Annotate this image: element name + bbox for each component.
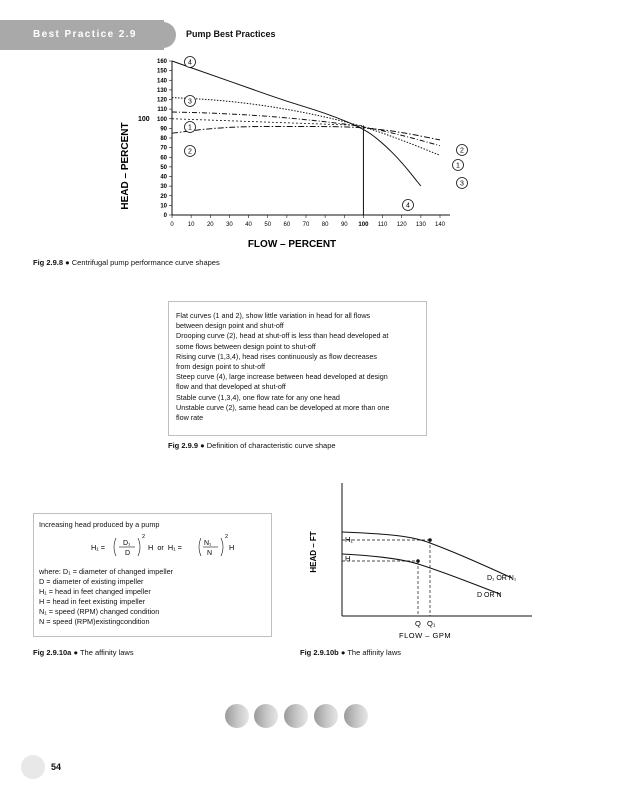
caption-number: Fig 2.9.9: [168, 441, 199, 450]
definition-line: Flat curves (1 and 2), show little variation in head for all flows: [176, 311, 371, 320]
exponent-2: 2: [225, 534, 229, 540]
y-tick-label: 110: [157, 107, 167, 114]
x-tick-label: 60: [283, 222, 291, 228]
series-badge-label: 3: [460, 180, 464, 188]
frac1-numerator: D₁: [123, 540, 131, 547]
decorative-dot: [284, 704, 308, 728]
y-axis-label: HEAD – FT: [309, 531, 318, 573]
figure-caption: [33, 648, 134, 657]
definition-line: Drooping curve (2), head at shut-off is less than head developed at: [176, 331, 389, 341]
y-tick-label: 10: [160, 203, 167, 210]
figure-caption: [33, 258, 220, 267]
variable-definition: N₁ = speed (RPM) changed condition: [39, 607, 160, 616]
series-badge-label: 4: [406, 202, 410, 210]
x-tick-label: 110: [377, 222, 388, 228]
series-badge-label: 1: [188, 124, 192, 132]
x-tick-label: 30: [226, 222, 233, 228]
running-title: Pump Best Practices: [186, 29, 276, 39]
series-line-4: [172, 61, 421, 186]
x-tick-label: 70: [302, 222, 310, 228]
caption-bullet: ●: [200, 441, 205, 450]
x-tick-label: 130: [415, 222, 426, 228]
formula-rhs: H: [229, 543, 235, 552]
formula-lhs: H₁ =: [91, 543, 106, 552]
variable-definition: H = head in feet existing impeller: [39, 597, 146, 606]
x-tick-label: 40: [245, 222, 252, 228]
definition-list: [176, 311, 422, 423]
figure-caption: [300, 648, 401, 657]
caption-text: The affinity laws: [79, 648, 134, 657]
y-tick-label: 120: [156, 97, 167, 104]
header-decorative-circle: [150, 22, 176, 48]
definition-box: [168, 301, 427, 436]
x-tick-label: 120: [396, 222, 407, 228]
curve-d1-n1: [342, 532, 512, 578]
definition-line: flow rate: [176, 413, 204, 423]
y-tick-label: 0: [163, 213, 167, 219]
reference-100-line: [172, 119, 363, 126]
y-tick-label: 50: [160, 164, 167, 171]
caption-bullet: ●: [65, 258, 70, 267]
variable-definition: D = diameter of existing impeller: [39, 577, 144, 586]
definition-line: Stable curve (1,3,4), one flow rate for any one head: [176, 392, 340, 402]
caption-number: Fig 2.9.10b: [300, 648, 339, 657]
h-label: H: [345, 554, 351, 563]
y-tick-label: 40: [160, 174, 167, 181]
series-badge-label: 3: [188, 98, 192, 106]
definition-line: flow and that developed at shut-off: [176, 382, 286, 392]
page-number: 54: [51, 762, 62, 772]
series-line-2: [172, 126, 440, 139]
x-tick-label: 140: [434, 222, 446, 228]
definition-line: between design point and shut-off: [176, 321, 284, 331]
y-tick-label: 150: [156, 68, 167, 75]
caption-bullet: ●: [73, 648, 78, 657]
x-tick-label: 20: [206, 222, 214, 228]
series-badge-label: 1: [456, 162, 460, 170]
curve-lower-label: D OR N: [477, 592, 502, 599]
affinity-curve-chart: [300, 480, 540, 645]
variable-definition: N = speed (RPM)existingcondition: [39, 617, 150, 626]
y-tick-label: 30: [160, 184, 167, 191]
x-tick-label: 80: [321, 222, 329, 228]
y-axis-label: HEAD – PERCENT: [120, 122, 131, 210]
caption-bullet: ●: [340, 648, 346, 657]
y-tick-label: 130: [156, 87, 167, 94]
y-tick-label: 140: [156, 78, 167, 85]
affinity-formula: [34, 532, 271, 564]
affinity-laws-box: [33, 513, 272, 637]
definition-line: Rising curve (1,3,4), head rises continuously as flow decreases: [176, 351, 377, 361]
point-h1: [428, 538, 432, 542]
q1-label: Q₁: [427, 619, 436, 628]
variable-definition: H₁ = head in feet changed impeller: [39, 587, 151, 596]
decorative-dot: [344, 704, 368, 728]
series-badge-label: 2: [460, 147, 464, 155]
variable-definition: where: D₁ = diameter of changed impeller: [39, 567, 174, 576]
caption-number: Fig 2.9.10a: [33, 648, 72, 657]
exponent-1: 2: [142, 534, 146, 540]
page-number-circle: [21, 755, 45, 779]
x-tick-label: 0: [170, 222, 174, 228]
pump-curve-chart: [110, 50, 510, 255]
definition-line: Unstable curve (2), same head can be developed at more than one: [176, 402, 390, 412]
y-tick-label: 90: [160, 126, 167, 133]
y-tick-label: 160: [156, 59, 167, 65]
caption-text: The affinity laws: [347, 648, 401, 657]
caption-text: Centrifugal pump performance curve shapes: [71, 258, 220, 267]
caption-text: Definition of characteristic curve shape: [206, 441, 336, 450]
section-label: Best Practice 2.9: [33, 29, 137, 40]
y-tick-label: 100: [156, 116, 167, 123]
x-axis-label: FLOW – PERCENT: [247, 239, 337, 250]
series-badge-label: 4: [188, 59, 192, 67]
x-tick-label: 10: [187, 222, 195, 228]
frac2-numerator: N₁: [204, 540, 212, 547]
series-line-3: [172, 98, 440, 156]
figure-caption: [168, 441, 336, 450]
decorative-dot: [314, 704, 338, 728]
definition-line: some flows between design point to shut-off: [176, 341, 316, 351]
y-reference-label: 100: [138, 116, 150, 123]
caption-number: Fig 2.9.8: [33, 258, 64, 267]
decorative-dot: [225, 704, 249, 728]
x-axis-label: FLOW – GPM: [399, 631, 452, 640]
series-badge-label: 2: [188, 148, 192, 156]
curve-d-n: [342, 554, 500, 594]
h1-label: H₁: [345, 535, 353, 544]
x-tick-label: 100: [358, 222, 369, 228]
y-tick-label: 20: [160, 193, 167, 200]
x-tick-label: 90: [340, 222, 348, 228]
point-h: [416, 559, 420, 563]
curve-upper-label: D₁ OR N₁: [487, 575, 517, 582]
q-label: Q: [415, 619, 421, 628]
frac2-denominator: N: [207, 550, 213, 557]
frac1-denominator: D: [125, 550, 131, 557]
formula-mid: H or H₁ =: [148, 543, 182, 552]
y-tick-label: 60: [160, 155, 167, 162]
decorative-dot: [254, 704, 278, 728]
y-tick-label: 70: [160, 145, 167, 152]
definition-line: Steep curve (4), large increase between head developed at design: [176, 372, 388, 382]
definition-line: from design point to shut-off: [176, 362, 265, 372]
box-title: Increasing head produced by a pump: [39, 520, 160, 529]
y-tick-label: 80: [160, 136, 167, 142]
x-tick-label: 50: [264, 222, 272, 228]
